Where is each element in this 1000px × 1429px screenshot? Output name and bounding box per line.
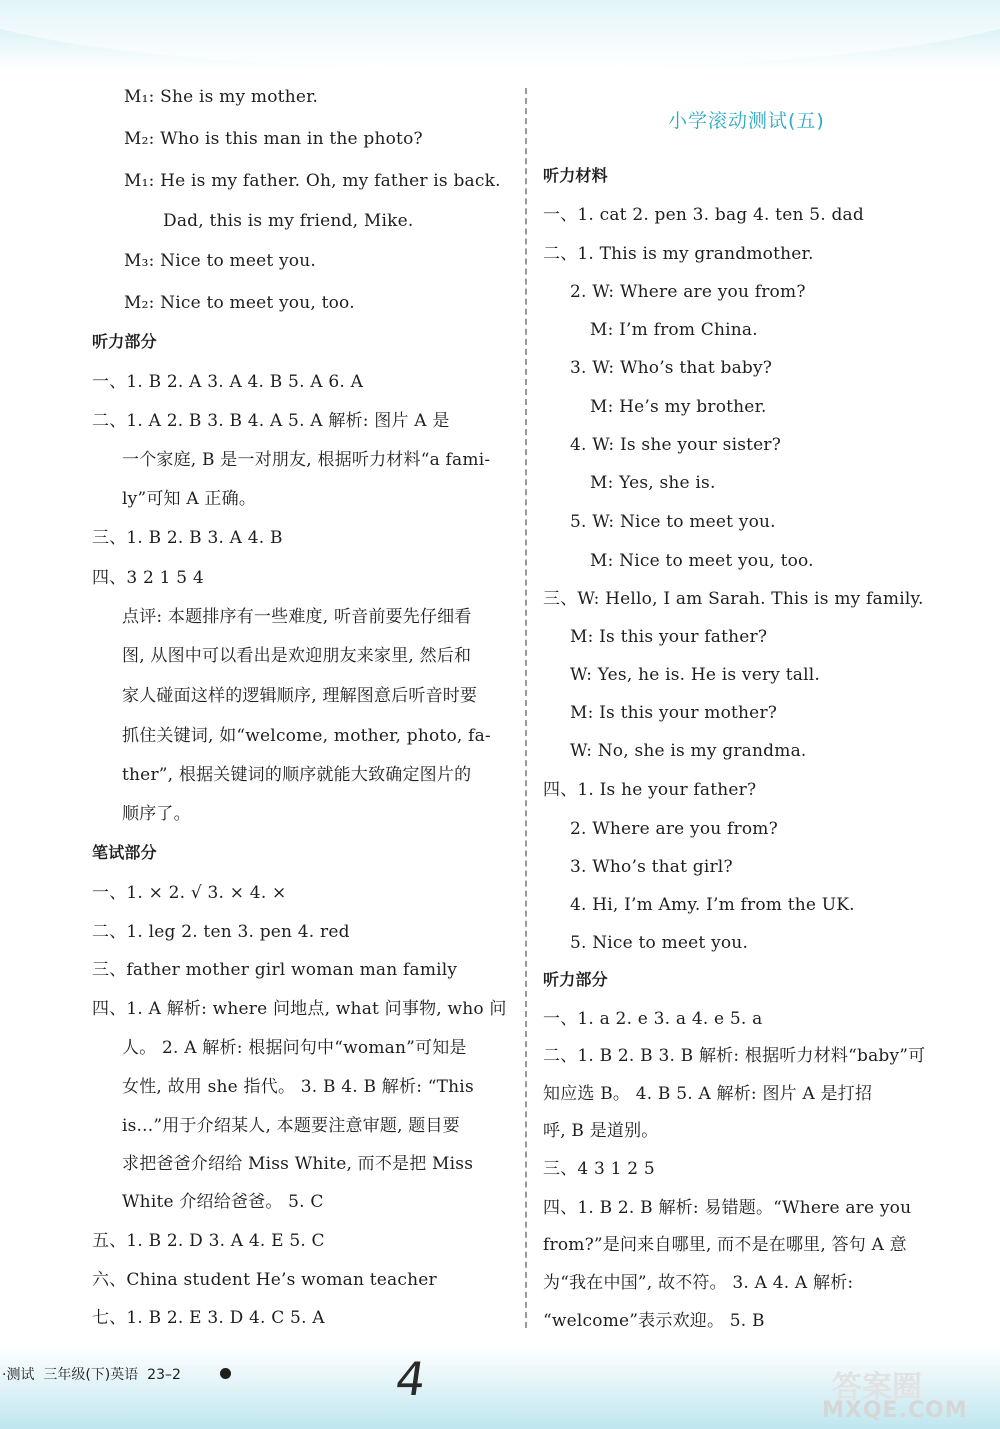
- right-text-line: 呼, B 是道别。: [543, 1121, 659, 1141]
- right-text-line: 5. W: Nice to meet you.: [570, 512, 776, 532]
- right-text-line: 3. Who’s that girl?: [570, 857, 733, 877]
- right-text-line: M: I’m from China.: [590, 320, 758, 340]
- right-text-line: W: Yes, he is. He is very tall.: [570, 665, 820, 685]
- right-text-line: 三、4 3 1 2 5: [543, 1159, 655, 1179]
- right-text-line: M: Is this your mother?: [570, 703, 778, 723]
- right-text-line: 2. W: Where are you from?: [570, 282, 806, 302]
- left-text-line: 五、1. B 2. D 3. A 4. E 5. C: [92, 1231, 325, 1251]
- right-text-line: 2. Where are you from?: [570, 819, 778, 839]
- left-text-line: 四、1. A 解析: where 问地点, what 问事物, who 问: [92, 999, 507, 1019]
- left-text-line: ther”, 根据关键词的顺序就能大致确定图片的: [122, 765, 472, 785]
- left-text-line: Dad, this is my friend, Mike.: [163, 211, 414, 231]
- left-text-line: M₃: Nice to meet you.: [124, 251, 316, 271]
- right-text-line: 一、1. a 2. e 3. a 4. e 5. a: [543, 1009, 763, 1029]
- left-text-line: 求把爸爸介绍给 Miss White, 而不是把 Miss: [122, 1154, 474, 1174]
- left-text-line: 一、1. × 2. √ 3. × 4. ×: [92, 883, 287, 903]
- right-heading: 听力部分: [543, 970, 608, 989]
- left-text-line: 图, 从图中可以看出是欢迎朋友来家里, 然后和: [122, 646, 472, 666]
- column-divider: [525, 88, 527, 1328]
- watermark-url: MXQE.COM: [822, 1398, 968, 1423]
- right-text-line: 二、1. B 2. B 3. B 解析: 根据听力材料“baby”可: [543, 1046, 926, 1066]
- section-title: 小学滚动测试(五): [668, 110, 825, 132]
- left-text-line: ly”可知 A 正确。: [122, 489, 257, 509]
- right-text-line: M: Nice to meet you, too.: [590, 551, 814, 571]
- right-text-line: 二、1. This is my grandmother.: [543, 244, 814, 264]
- right-text-line: 3. W: Who’s that baby?: [570, 358, 773, 378]
- right-heading: 听力材料: [543, 166, 608, 185]
- left-text-line: 抓住关键词, 如“welcome, mother, photo, fa-: [122, 726, 491, 746]
- right-text-line: 为“我在中国”, 故不符。 3. A 4. A 解析:: [543, 1273, 854, 1293]
- handwritten-page-number: 4: [392, 1352, 430, 1406]
- watermark-logo: 答案圈: [832, 1370, 922, 1405]
- left-text-line: 家人碰面这样的逻辑顺序, 理解图意后听音时要: [122, 686, 478, 706]
- right-text-line: 4. W: Is she your sister?: [570, 435, 782, 455]
- left-text-line: 点评: 本题排序有一些难度, 听音前要先仔细看: [122, 607, 472, 627]
- left-text-line: 三、1. B 2. B 3. A 4. B: [92, 528, 283, 548]
- left-text-line: 二、1. leg 2. ten 3. pen 4. red: [92, 922, 350, 942]
- right-text-line: M: Is this your father?: [570, 627, 768, 647]
- left-text-line: 七、1. B 2. E 3. D 4. C 5. A: [92, 1308, 325, 1328]
- footer-label: ·测试 三年级(下)英语 23–2: [2, 1367, 181, 1383]
- right-text-line: 四、1. B 2. B 解析: 易错题。“Where are you: [543, 1198, 912, 1218]
- left-text-line: 人。 2. A 解析: 根据问句中“woman”可知是: [122, 1038, 467, 1058]
- left-text-line: 女性, 故用 she 指代。 3. B 4. B 解析: “This: [122, 1077, 474, 1097]
- left-text-line: 一个家庭, B 是一对朋友, 根据听力材料“a fami-: [122, 450, 491, 470]
- left-text-line: 四、3 2 1 5 4: [92, 568, 204, 588]
- right-text-line: “welcome”表示欢迎。 5. B: [543, 1311, 765, 1331]
- left-text-line: 一、1. B 2. A 3. A 4. B 5. A 6. A: [92, 372, 364, 392]
- right-text-line: W: No, she is my grandma.: [570, 741, 807, 761]
- left-text-line: 三、father mother girl woman man family: [92, 960, 458, 980]
- left-heading: 笔试部分: [92, 843, 157, 862]
- left-text-line: is...”用于介绍某人, 本题要注意审题, 题目要: [122, 1116, 460, 1136]
- right-text-line: 一、1. cat 2. pen 3. bag 4. ten 5. dad: [543, 205, 864, 225]
- right-text-line: 5. Nice to meet you.: [570, 933, 749, 953]
- left-text-line: White 介绍给爸爸。 5. C: [122, 1192, 324, 1212]
- left-text-line: 顺序了。: [122, 804, 191, 824]
- left-heading: 听力部分: [92, 332, 157, 351]
- right-text-line: 知应选 B。 4. B 5. A 解析: 图片 A 是打招: [543, 1084, 873, 1104]
- left-text-line: M₂: Who is this man in the photo?: [124, 129, 423, 149]
- right-text-line: M: He’s my brother.: [590, 397, 767, 417]
- left-text-line: 二、1. A 2. B 3. B 4. A 5. A 解析: 图片 A 是: [92, 411, 450, 431]
- left-text-line: M₁: He is my father. Oh, my father is back.: [124, 171, 501, 191]
- left-text-line: 六、China student He’s woman teacher: [92, 1270, 437, 1290]
- left-text-line: M₂: Nice to meet you, too.: [124, 293, 355, 313]
- right-text-line: M: Yes, she is.: [590, 473, 716, 493]
- right-text-line: 四、1. Is he your father?: [543, 780, 757, 800]
- footer-dot: [220, 1368, 231, 1379]
- right-text-line: from?”是问来自哪里, 而不是在哪里, 答句 A 意: [543, 1235, 907, 1255]
- right-text-line: 三、W: Hello, I am Sarah. This is my family.: [543, 589, 924, 609]
- right-text-line: 4. Hi, I’m Amy. I’m from the UK.: [570, 895, 855, 915]
- left-text-line: M₁: She is my mother.: [124, 87, 319, 107]
